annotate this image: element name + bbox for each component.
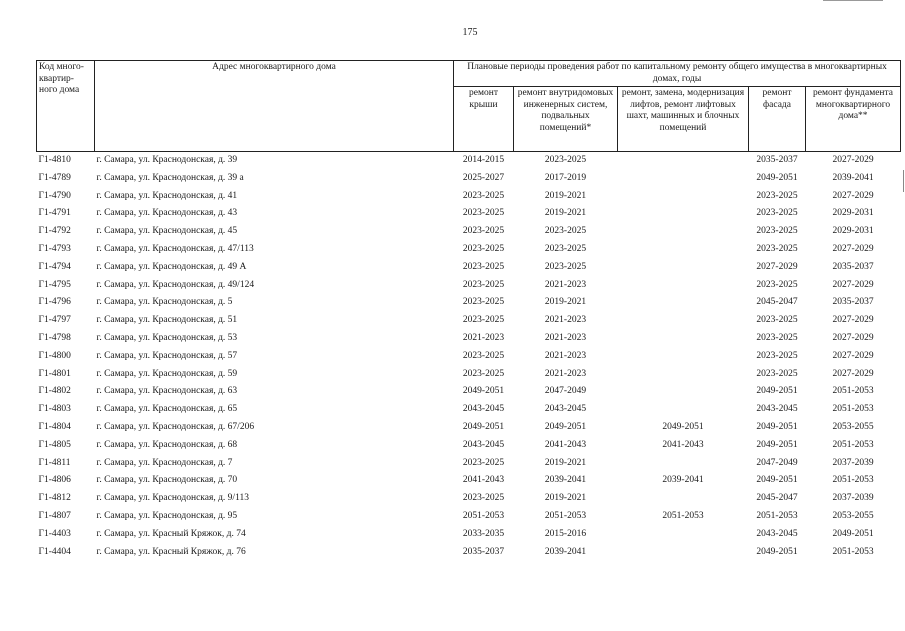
cell-code: Г1-4800: [38, 350, 71, 361]
cell-roof: 2043-2045: [462, 439, 505, 450]
cell-foundation: 2049-2051: [832, 528, 874, 539]
cell-foundation: 2053-2055: [832, 421, 874, 432]
cell-address: г. Самара, ул. Краснодонская, д. 39: [96, 155, 238, 165]
cell-address: г. Самара, ул. Краснодонская, д. 45: [96, 226, 238, 237]
cell-foundation: 2027-2029: [832, 368, 874, 379]
cell-code: Г1-4797: [38, 315, 71, 326]
cell-roof: 2041-2043: [462, 475, 505, 486]
cell-code: Г1-4806: [38, 475, 71, 486]
cell-code: Г1-4792: [38, 226, 71, 237]
cell-systems: 2019-2021: [544, 190, 587, 201]
table-row: [37, 401, 901, 419]
cell-code: Г1-4789: [38, 172, 71, 183]
cell-systems: 2023-2025: [544, 226, 587, 237]
cell-systems: 2023-2025: [544, 261, 587, 272]
cell-code: Г1-4804: [38, 421, 71, 432]
cell-systems: 2039-2041: [544, 475, 587, 486]
table-row: [37, 294, 901, 312]
cell-address: г. Самара, ул. Краснодонская, д. 41: [96, 190, 238, 201]
cell-systems: 2043-2045: [544, 404, 587, 415]
cell-roof: 2023-2025: [462, 226, 505, 237]
cell-code: Г1-4801: [38, 368, 71, 379]
cell-foundation: 2027-2029: [832, 332, 874, 343]
table-row: [37, 366, 901, 384]
cell-elevators: 2051-2053: [662, 510, 704, 521]
cell-elevators: [618, 383, 749, 401]
cell-roof: 2033-2035: [462, 528, 505, 539]
cell-elevators: [618, 241, 749, 259]
cell-code: Г1-4796: [38, 297, 71, 308]
table-row: [37, 152, 901, 170]
cell-facade: 2023-2025: [756, 226, 798, 237]
cell-systems: 2015-2016: [544, 528, 587, 539]
cell-code: Г1-4810: [38, 155, 71, 165]
header-address: Адрес многоквартирного дома: [95, 61, 454, 152]
cell-roof: 2043-2045: [462, 404, 505, 415]
cell-roof: 2021-2023: [462, 332, 505, 343]
cell-roof: 2023-2025: [462, 315, 505, 326]
cell-code: Г1-4803: [38, 404, 71, 415]
cell-elevators: [618, 544, 749, 562]
cell-roof: 2023-2025: [462, 297, 505, 308]
header-periods: Плановые периоды проведения работ по капитальному ремонту общего имущества в многоквартирных домах, годы: [454, 61, 901, 87]
cell-address: г. Самара, ул. Краснодонская, д. 39 а: [96, 172, 244, 183]
cell-elevators: [618, 277, 749, 295]
cell-elevators: [618, 366, 749, 384]
cell-elevators: [618, 170, 749, 188]
cell-elevators: [618, 526, 749, 544]
cell-systems: 2019-2021: [544, 208, 587, 219]
cell-code: Г1-4811: [38, 457, 71, 468]
cell-facade: 2023-2025: [756, 332, 798, 343]
cell-foundation: 2027-2029: [832, 315, 874, 326]
cell-elevators: [618, 455, 749, 473]
cell-address: г. Самара, ул. Краснодонская, д. 59: [96, 368, 238, 379]
cell-elevators: [618, 294, 749, 312]
cell-foundation: 2027-2029: [832, 243, 874, 254]
cell-facade: 2049-2051: [756, 546, 798, 557]
table-row: [37, 223, 901, 241]
cell-elevators: [618, 205, 749, 223]
cell-roof: 2023-2025: [462, 208, 505, 219]
cell-facade: 2049-2051: [756, 172, 798, 183]
cell-code: Г1-4403: [38, 528, 71, 539]
header-foundation: ремонт фундамента многоквартирного дома**: [806, 87, 901, 152]
cell-systems: 2051-2053: [544, 510, 587, 521]
cell-roof: 2014-2015: [462, 155, 505, 165]
cell-address: г. Самара, ул. Краснодонская, д. 63: [96, 386, 238, 397]
page-number: 175: [462, 27, 478, 38]
cell-facade: 2051-2053: [756, 510, 798, 521]
cell-roof: 2023-2025: [462, 261, 505, 272]
cell-code: Г1-4805: [38, 439, 71, 450]
table-row: [37, 508, 901, 526]
table-row: [37, 277, 901, 295]
cell-systems: 2019-2021: [544, 297, 587, 308]
cell-foundation: 2035-2037: [832, 297, 874, 308]
cell-elevators: [618, 330, 749, 348]
cell-foundation: 2027-2029: [832, 155, 874, 165]
cell-elevators: [618, 223, 749, 241]
cell-address: г. Самара, ул. Краснодонская, д. 53: [96, 332, 238, 343]
cell-elevators: 2041-2043: [662, 439, 704, 450]
cell-systems: 2023-2025: [544, 155, 587, 165]
cell-elevators: [618, 348, 749, 366]
header-elevators: ремонт, замена, модернизация лифтов, ремонт лифтовых шахт, машинных и блочных помещений: [618, 87, 749, 152]
cell-systems: 2021-2023: [544, 279, 587, 290]
cell-code: Г1-4795: [38, 279, 71, 290]
header-code: Код много-квартир-ного дома: [37, 61, 95, 152]
cell-address: г. Самара, ул. Краснодонская, д. 95: [96, 510, 238, 521]
cell-facade: 2049-2051: [756, 439, 798, 450]
cell-address: г. Самара, ул. Краснодонская, д. 67/206: [96, 421, 255, 432]
cell-systems: 2021-2023: [544, 315, 587, 326]
cell-elevators: [618, 312, 749, 330]
cell-foundation: 2039-2041: [832, 172, 874, 183]
table-row: [37, 259, 901, 277]
cell-address: г. Самара, ул. Краснодонская, д. 65: [96, 404, 238, 415]
cell-elevators: 2039-2041: [662, 475, 704, 486]
cell-facade: 2023-2025: [756, 243, 798, 254]
cell-code: Г1-4802: [38, 386, 71, 397]
cell-foundation: 2027-2029: [832, 350, 874, 361]
cell-code: Г1-4790: [38, 190, 71, 201]
scan-artifact-line: [823, 0, 883, 3]
table-row: [37, 170, 901, 188]
cell-foundation: 2051-2053: [832, 439, 874, 450]
table-row: [37, 526, 901, 544]
cell-address: г. Самара, ул. Краснодонская, д. 9/113: [96, 493, 249, 504]
cell-facade: 2049-2051: [756, 475, 798, 486]
cell-address: г. Самара, ул. Краснодонская, д. 43: [96, 208, 238, 219]
table-row: [37, 348, 901, 366]
cell-facade: 2023-2025: [756, 368, 798, 379]
cell-elevators: [618, 490, 749, 508]
cell-address: г. Самара, ул. Краснодонская, д. 49/124: [96, 279, 255, 290]
table-row: [37, 437, 901, 455]
cell-foundation: 2051-2053: [832, 404, 874, 415]
cell-address: г. Самара, ул. Красный Кряжок, д. 76: [96, 546, 246, 557]
cell-systems: 2041-2043: [544, 439, 587, 450]
cell-address: г. Самара, ул. Краснодонская, д. 49 А: [96, 261, 247, 272]
repair-schedule-table: [36, 60, 901, 561]
cell-facade: 2023-2025: [756, 208, 798, 219]
cell-roof: 2023-2025: [462, 350, 505, 361]
cell-systems: 2019-2021: [544, 457, 587, 468]
cell-code: Г1-4794: [38, 261, 71, 272]
table-row: [37, 490, 901, 508]
cell-elevators: 2049-2051: [662, 421, 704, 432]
cell-facade: 2035-2037: [756, 155, 798, 165]
table-row: [37, 188, 901, 206]
table-row: [37, 383, 901, 401]
cell-elevators: [618, 152, 749, 170]
cell-facade: 2043-2045: [756, 528, 798, 539]
cell-systems: 2039-2041: [544, 546, 587, 557]
cell-foundation: 2029-2031: [832, 208, 874, 219]
cell-foundation: 2037-2039: [832, 457, 874, 468]
cell-facade: 2023-2025: [756, 190, 798, 201]
cell-systems: 2019-2021: [544, 493, 587, 504]
cell-address: г. Самара, ул. Краснодонская, д. 57: [96, 350, 238, 361]
cell-address: г. Самара, ул. Краснодонская, д. 47/113: [96, 243, 254, 254]
cell-address: г. Самара, ул. Краснодонская, д. 68: [96, 439, 238, 450]
table-row: [37, 241, 901, 259]
cell-address: г. Самара, ул. Краснодонская, д. 7: [96, 457, 233, 468]
cell-foundation: 2027-2029: [832, 190, 874, 201]
cell-elevators: [618, 401, 749, 419]
cell-elevators: [618, 259, 749, 277]
cell-roof: 2023-2025: [462, 368, 505, 379]
cell-code: Г1-4812: [38, 493, 71, 504]
table-row: [37, 472, 901, 490]
cell-code: Г1-4793: [38, 243, 71, 254]
cell-facade: 2045-2047: [756, 493, 798, 504]
cell-elevators: [618, 188, 749, 206]
cell-systems: 2021-2023: [544, 332, 587, 343]
cell-roof: 2049-2051: [462, 421, 505, 432]
table-row: [37, 544, 901, 562]
cell-systems: 2023-2025: [544, 243, 587, 254]
cell-roof: 2023-2025: [462, 279, 505, 290]
cell-systems: 2021-2023: [544, 368, 587, 379]
cell-facade: 2045-2047: [756, 297, 798, 308]
cell-roof: 2035-2037: [462, 546, 505, 557]
cell-facade: 2043-2045: [756, 404, 798, 415]
cell-foundation: 2035-2037: [832, 261, 874, 272]
cell-foundation: 2051-2053: [832, 546, 874, 557]
table-row: [37, 455, 901, 473]
table-row: [37, 330, 901, 348]
cell-code: Г1-4807: [38, 510, 71, 521]
cell-facade: 2049-2051: [756, 386, 798, 397]
cell-systems: 2049-2051: [544, 421, 587, 432]
cell-foundation: 2037-2039: [832, 493, 874, 504]
scan-artifact-mark: [903, 170, 904, 192]
cell-address: г. Самара, ул. Краснодонская, д. 70: [96, 475, 238, 486]
table-body: [37, 152, 901, 562]
cell-address: г. Самара, ул. Краснодонская, д. 5: [96, 297, 233, 308]
cell-foundation: 2053-2055: [832, 510, 874, 521]
cell-roof: 2025-2027: [462, 172, 505, 183]
cell-systems: 2017-2019: [544, 172, 587, 183]
cell-code: Г1-4791: [38, 208, 71, 219]
cell-address: г. Самара, ул. Краснодонская, д. 51: [96, 315, 238, 326]
cell-foundation: 2051-2053: [832, 475, 874, 486]
cell-facade: 2023-2025: [756, 279, 798, 290]
cell-roof: 2023-2025: [462, 493, 505, 504]
cell-roof: 2023-2025: [462, 243, 505, 254]
cell-code: Г1-4404: [38, 546, 71, 557]
cell-foundation: 2027-2029: [832, 279, 874, 290]
cell-code: Г1-4798: [38, 332, 71, 343]
cell-address: г. Самара, ул. Красный Кряжок, д. 74: [96, 528, 246, 539]
header-row: [37, 61, 901, 87]
cell-facade: 2047-2049: [756, 457, 798, 468]
cell-facade: 2027-2029: [756, 261, 798, 272]
cell-roof: 2051-2053: [462, 510, 505, 521]
header-roof: ремонт крыши: [454, 87, 514, 152]
cell-systems: 2047-2049: [544, 386, 587, 397]
cell-facade: 2049-2051: [756, 421, 798, 432]
cell-facade: 2023-2025: [756, 315, 798, 326]
header-facade: ремонт фасада: [749, 87, 806, 152]
cell-roof: 2023-2025: [462, 190, 505, 201]
header-systems: ремонт внутридомовых инженерных систем, подвальных помещений*: [514, 87, 618, 152]
cell-systems: 2021-2023: [544, 350, 587, 361]
table-row: [37, 205, 901, 223]
cell-foundation: 2051-2053: [832, 386, 874, 397]
table-row: [37, 312, 901, 330]
cell-foundation: 2029-2031: [832, 226, 874, 237]
table-row: [37, 419, 901, 437]
cell-roof: 2023-2025: [462, 457, 505, 468]
cell-roof: 2049-2051: [462, 386, 505, 397]
cell-facade: 2023-2025: [756, 350, 798, 361]
